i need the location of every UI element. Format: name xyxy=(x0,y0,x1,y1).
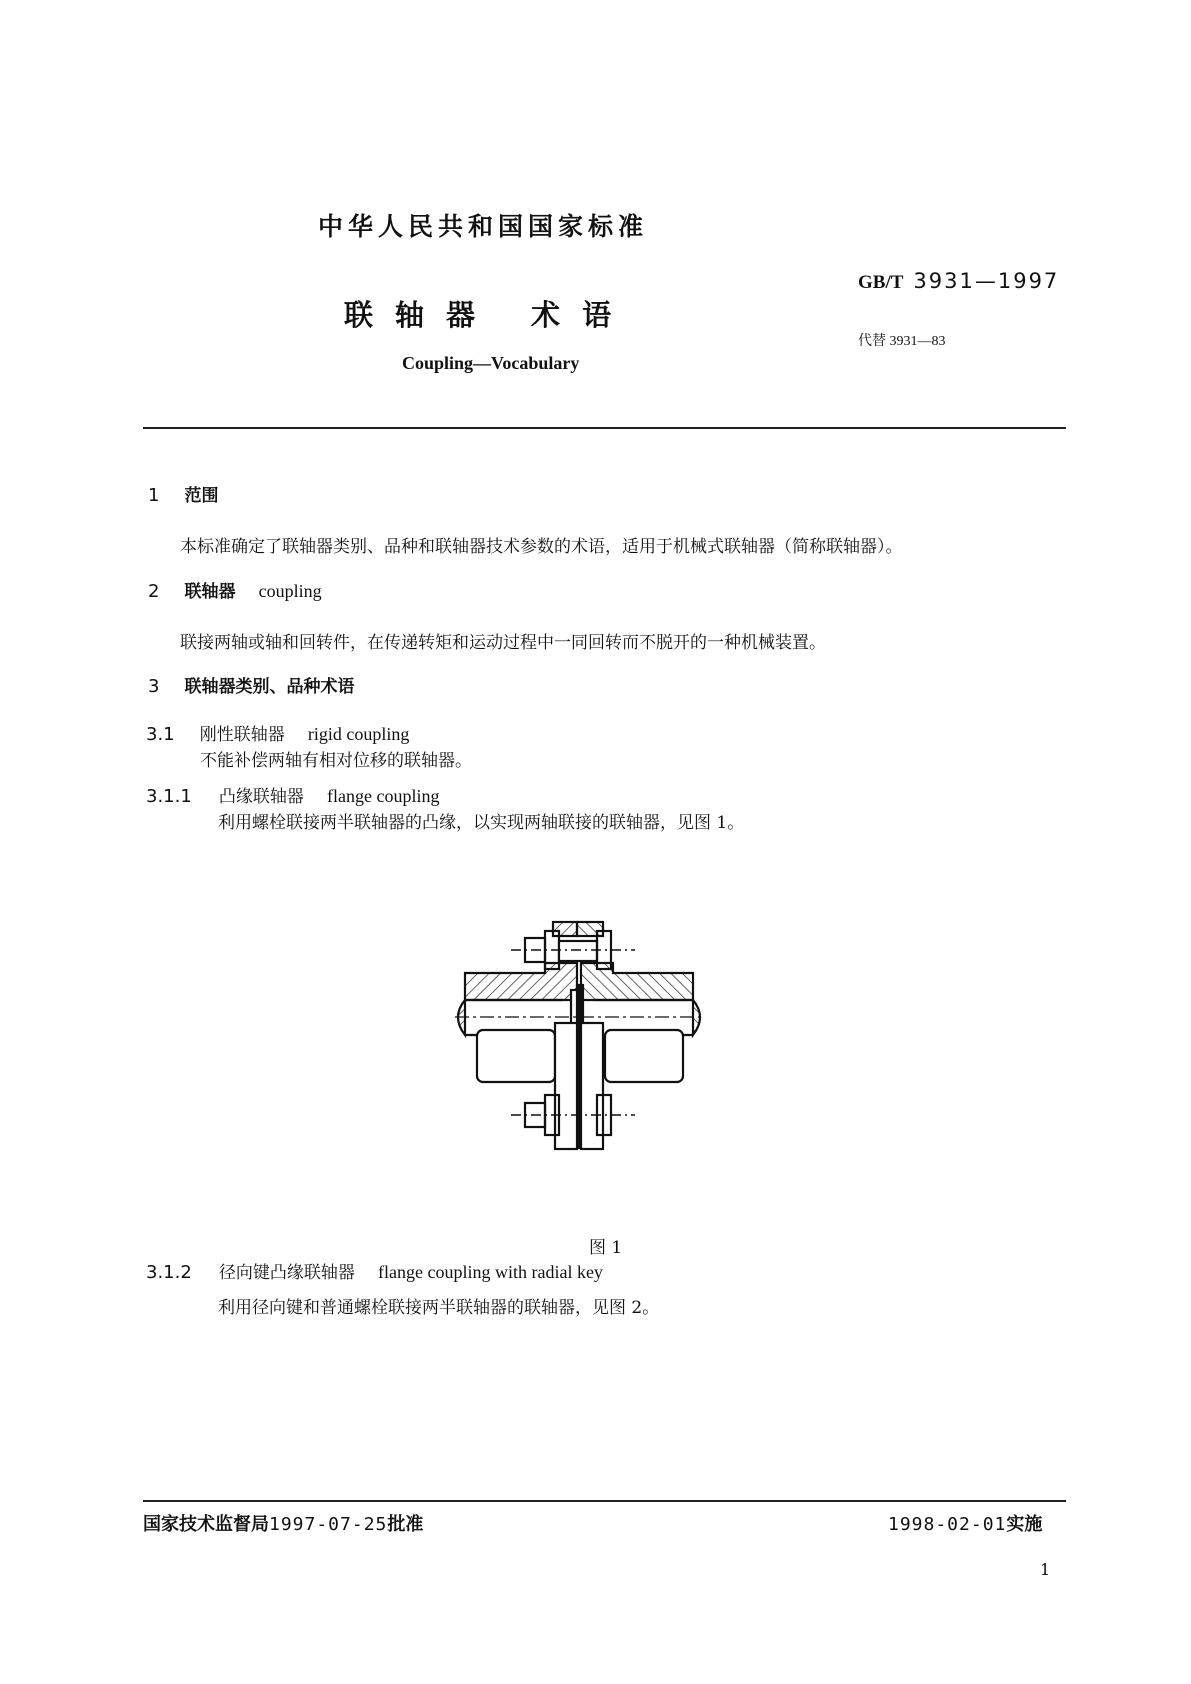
title-char: 器 xyxy=(446,298,476,332)
section-3-heading xyxy=(148,672,355,697)
section-title: 径向键凸缘联轴器 xyxy=(218,1263,355,1283)
footer-divider xyxy=(143,1500,1066,1502)
section-term-en: coupling xyxy=(258,581,322,601)
section-3-1-heading xyxy=(146,720,409,745)
section-title: 刚性联轴器 xyxy=(199,725,285,745)
section-3-1-body: 不能补偿两轴有相对位移的联轴器。 xyxy=(200,751,472,771)
replaces-note: 代替 3931—83 xyxy=(858,334,946,349)
section-term-en: rigid coupling xyxy=(307,724,410,744)
approval-line xyxy=(143,1510,423,1536)
section-title: 范围 xyxy=(184,486,219,506)
section-number: 1 xyxy=(148,485,160,506)
section-title: 凸缘联轴器 xyxy=(218,787,304,807)
section-3-1-1-heading xyxy=(146,782,439,807)
page-number: 1 xyxy=(1040,1560,1051,1579)
section-3-1-2-heading xyxy=(146,1258,603,1283)
section-number: 2 xyxy=(148,581,160,602)
section-term-en: flange coupling with radial key xyxy=(378,1262,603,1282)
issuer: 国家技术监督局 xyxy=(143,1514,269,1535)
header-divider xyxy=(143,427,1066,429)
effective-line xyxy=(888,1510,1042,1536)
section-1-heading xyxy=(148,481,219,506)
section-2-body: 联接两轴或轴和回转件，在传递转矩和运动过程中一同回转而不脱开的一种机械装置。 xyxy=(180,633,826,653)
section-number: 3.1.1 xyxy=(146,786,192,807)
effective-date: 1998-02-01 xyxy=(888,1514,1007,1535)
title-char: 语 xyxy=(582,298,612,332)
section-number: 3.1.2 xyxy=(146,1262,192,1283)
section-term-en: flange coupling xyxy=(327,786,440,806)
approved-suffix: 批准 xyxy=(387,1514,424,1535)
section-number: 3 xyxy=(148,676,160,697)
section-2-heading xyxy=(148,577,322,602)
section-title: 联轴器类别、品种术语 xyxy=(184,677,355,697)
section-3-1-2-body: 利用径向键和普通螺栓联接两半联轴器的联轴器，见图 2。 xyxy=(218,1298,660,1318)
title-char: 术 xyxy=(531,298,561,332)
flange-coupling-figure xyxy=(455,905,755,1165)
title-char: 联 xyxy=(344,298,374,332)
section-1-body: 本标准确定了联轴器类别、品种和联轴器技术参数的术语，适用于机械式联轴器（简称联轴器）。 xyxy=(180,537,903,557)
standard-title-cn xyxy=(344,293,633,334)
approved-date: 1997-07-25 xyxy=(269,1514,388,1535)
title-char: 轴 xyxy=(395,298,425,332)
section-number: 3.1 xyxy=(146,724,175,745)
figure-caption: 图 1 xyxy=(589,1238,623,1258)
national-standard-title: 中华人民共和国国家标准 xyxy=(318,212,649,241)
section-title: 联轴器 xyxy=(184,582,236,602)
standard-prefix: GB/T xyxy=(858,272,904,293)
standard-code: 3931—1997 xyxy=(913,269,1060,293)
section-3-1-1-body: 利用螺栓联接两半联轴器的凸缘，以实现两轴联接的联轴器，见图 1。 xyxy=(218,813,745,833)
effective-suffix: 实施 xyxy=(1006,1514,1043,1535)
standard-number xyxy=(858,269,1059,294)
standard-title-en: Coupling—Vocabulary xyxy=(402,353,580,373)
